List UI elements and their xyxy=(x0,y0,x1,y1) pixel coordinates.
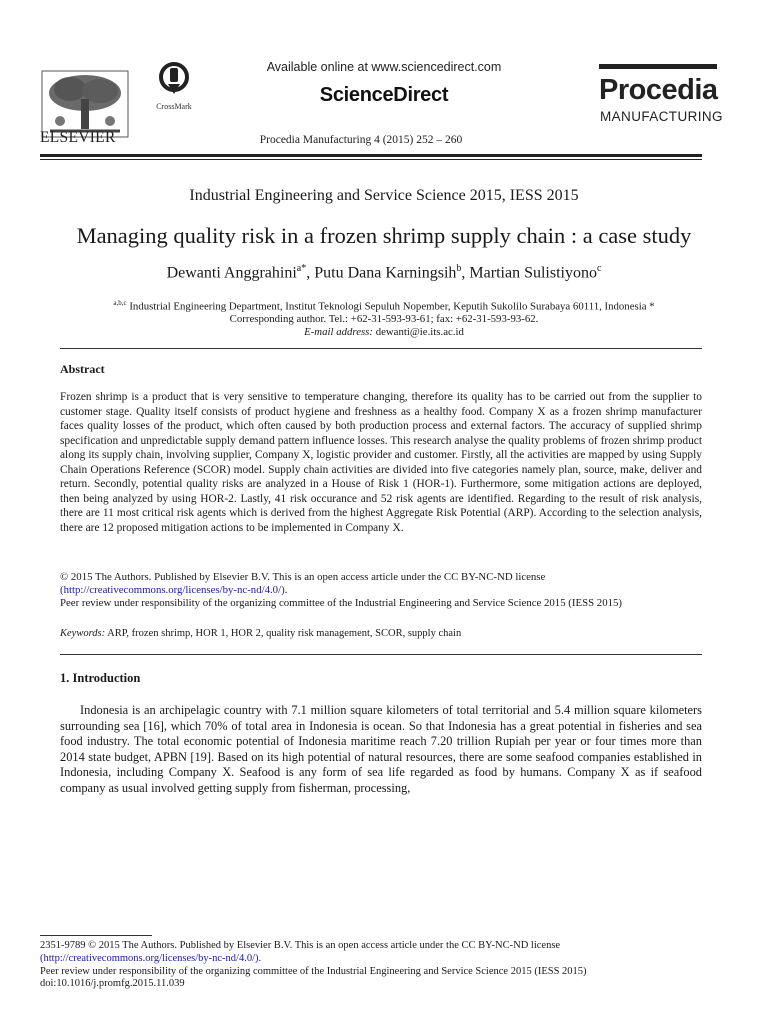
license-block xyxy=(60,571,720,609)
introduction-text: Indonesia is an archipelagic country with 7.1 million square kilometers of total territorial and 5.4 million square kilometers surrounding sea [16], which 70% of total area in Indonesia is ocean. So that Indonesia has a great potential in fisheries and sea food industry. The total economic potential of Indonesia maritime reach 7.20 trillion Rupiah per year or four times more than 2014 state budget, APBN [19]. Based on its high potential of natural resources, there are some seafood companies established in Indonesia, including Company X. Seafood is any form of sea life regarded as food by humans. Company X as if seafood company as usual involved getting supply from fisherman, processing, xyxy=(60,703,702,795)
author-name: Putu Dana Karningsih xyxy=(314,264,457,282)
affiliation: Industrial Engineering Department, Institut Teknologi Sepuluh Nopember, Keputih Sukolilo Surabaya 60111, Indonesia * xyxy=(129,300,655,313)
license-statement: © 2015 The Authors. Published by Elsevier B.V. This is an open access article under the CC BY-NC-ND license xyxy=(60,571,546,583)
journal-citation: Procedia Manufacturing 4 (2015) 252 – 260 xyxy=(259,134,463,146)
abstract-top-rule xyxy=(60,348,702,349)
abstract-bottom-rule xyxy=(60,654,702,655)
footer-peer-review: Peer review under responsibility of the organizing committee of the Industrial Engineering and Service Science 2015 (IESS 2015) xyxy=(40,965,587,977)
peer-review-statement: Peer review under responsibility of the organizing committee of the Industrial Engineering and Service Science 2015 (IESS 2015) xyxy=(60,596,622,609)
email-address[interactable]: dewanti@ie.its.ac.id xyxy=(375,325,464,338)
author-affil-marker: a* xyxy=(296,263,307,274)
journal-subtitle: MANUFACTURING xyxy=(600,109,723,124)
keywords-label: Keywords: xyxy=(60,628,106,639)
conference-name: Industrial Engineering and Service Science 2015, IESS 2015 xyxy=(189,187,579,204)
abstract-text: Frozen shrimp is a product that is very sensitive to temperature changing, therefore its quality has to be carried out from the supplier to customer stage. Quality itself consists of product hygiene and freshness as a healthy food. Company X as a frozen shrimp manufacturer faces quality losses of the product, which often caused by both production process and external factors. The accuracy of supplied shrimp specification and unpredictable supply demand pattern influence losses. This research analyse the quality problems of frozen shrimp product along its supply chain, involving supplier, Company X, logistic provider and customer. Firstly, all the activities are mapped by using Supply Chain Operations Reference (SCOR) model. Supply chain activities are divided into five categories namely plan, source, make, deliver and return. Secondly, potential quality risks are analyzed in a House of Risk 1 (HOR-1). Furthermore, some mitigation actions are deployed, then being analyzed by using HOR-2. Lastly, 41 risk occurance and 52 risk agents are identified. Regarding to the result of risk analysis, there are 11 most critical risk agents which is derived from the highest Aggregate Risk Potential (ARP). According to the selection analysis, there are 12 proposed mitigation actions to be implemented in Company X. xyxy=(60,391,702,534)
doi[interactable]: doi:10.1016/j.promfg.2015.11.039 xyxy=(40,978,185,990)
author-affil-marker: b xyxy=(456,263,462,274)
email-label: E-mail address: xyxy=(304,325,373,338)
footer-block xyxy=(40,940,730,991)
abstract-heading: Abstract xyxy=(60,362,105,376)
author-name: Dewanti Anggrahini xyxy=(166,264,297,282)
license-link[interactable]: (http://creativecommons.org/licenses/by-nc-nd/4.0/). xyxy=(60,583,288,596)
header-rule-thin xyxy=(40,159,702,160)
footer-license-link[interactable]: (http://creativecommons.org/licenses/by-nc-nd/4.0/). xyxy=(40,952,262,964)
issn-license: 2351-9789 © 2015 The Authors. Published by Elsevier B.V. This is an open access article under the CC BY-NC-ND license xyxy=(40,940,561,951)
section-heading-introduction: 1. Introduction xyxy=(60,671,141,685)
author-list: Dewanti Anggrahini$^{a*}$, Putu Dana Karningsih$^b$, Martian Sulistiyono$^c$ xyxy=(166,263,602,282)
corresponding-author: Corresponding author. Tel.: +62-31-593-93-61; fax: +62-31-593-93-62. xyxy=(229,313,539,326)
affiliation-block xyxy=(0,297,768,338)
keywords-list: ARP, frozen shrimp, HOR 1, HOR 2, quality risk management, SCOR, supply chain xyxy=(107,628,462,639)
available-online[interactable]: Available online at www.sciencedirect.com xyxy=(266,60,502,74)
author-name: Martian Sulistiyono xyxy=(469,264,597,282)
footnote-rule xyxy=(40,935,152,936)
publisher-name: ELSEVIER xyxy=(40,129,116,146)
affiliation-marker: a,b,c xyxy=(113,299,127,307)
journal-logo-bar xyxy=(599,64,717,69)
keywords xyxy=(60,628,461,639)
author-affil-marker: c xyxy=(596,263,602,274)
crossmark-label: CrossMark xyxy=(156,102,192,111)
journal-name: Procedia xyxy=(599,74,718,106)
header-rule xyxy=(40,154,702,157)
paper-title: Managing quality risk in a frozen shrimp supply chain : a case study xyxy=(76,223,692,248)
sciencedirect-wordmark[interactable]: ScienceDirect xyxy=(319,84,449,106)
